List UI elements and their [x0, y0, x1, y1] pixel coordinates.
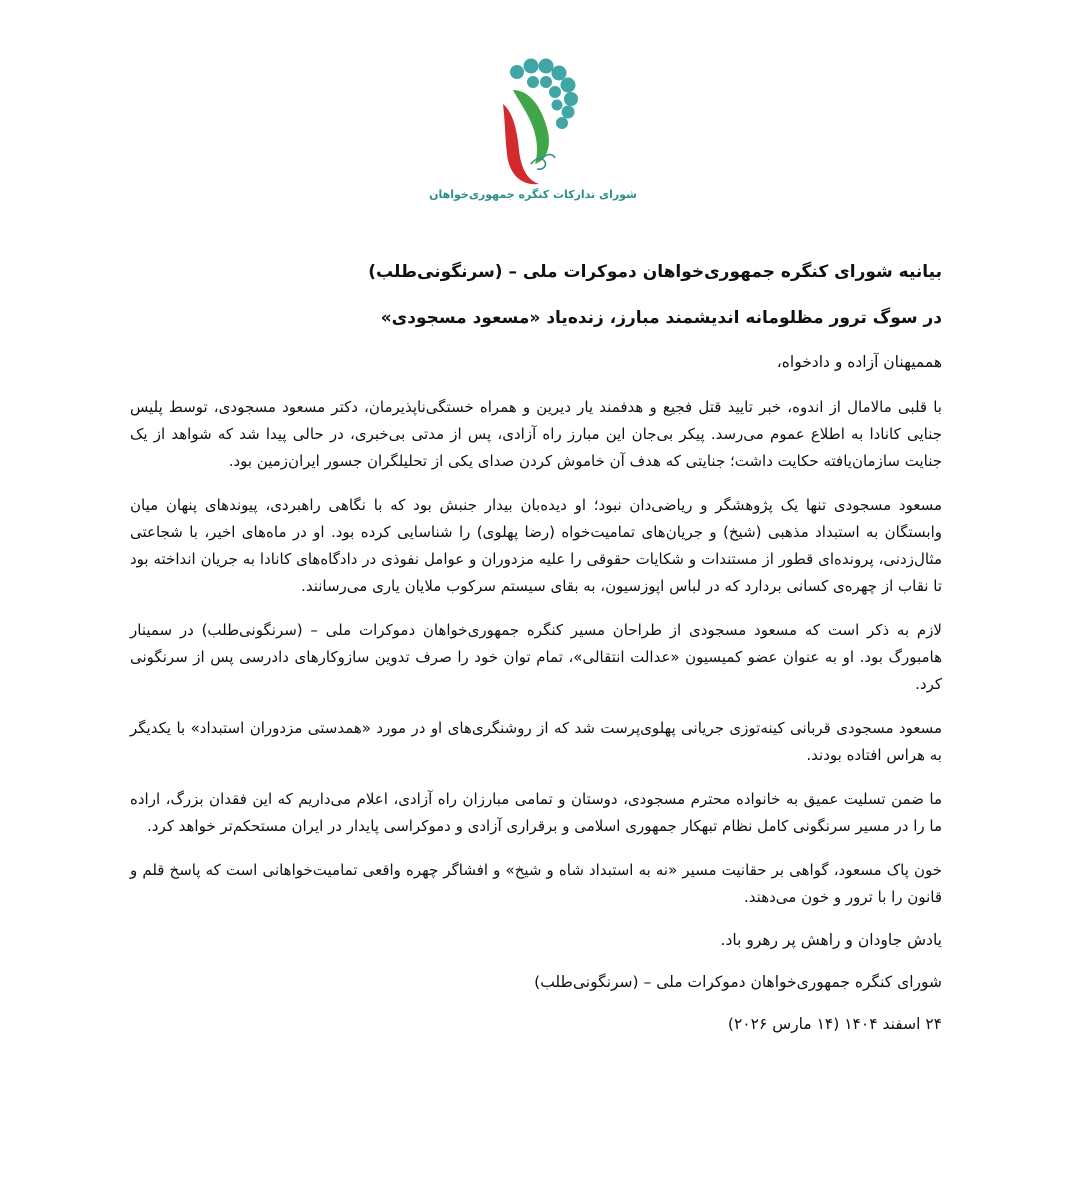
- paragraph-4: مسعود مسجودی قربانی کینه‌توزی جریانی پهلوی‌پرست شد که از روشنگری‌های او در مورد «همدستی مزدوران استبداد» با یکدیگر به هراس افتاده بودند.: [130, 719, 942, 764]
- paragraph-6: خون پاک مسعود، گواهی بر حقانیت مسیر «نه به استبداد شاه و شیخ» و افشاگر چهره واقعی تمامیت‌خواهانی است که پاسخ قلم و قانون را با ترور و خون می‌دهند.: [130, 861, 942, 906]
- signature: شورای کنگره جمهوری‌خواهان دموکرات ملی – (سرنگونی‌طلب): [534, 973, 942, 991]
- paragraph-2: مسعود مسجودی تنها یک پژوهشگر و ریاضی‌دان نبود؛ او دیده‌بان بیدار جنبش بود که با نگاهی راهبردی، پیوندهای پنهان میان وابستگان به استبداد مذهبی (شیخ) و جریان‌های تمامیت‌خواه (رضا پهلوی) را شناسایی کرده بود. او در ماه‌های اخیر، با شجاعتی مثال‌زدنی، پرونده‌ای قطور از مستندات و شکایات حقوقی را علیه مزدوران و عوامل نفوذی در دادگاه‌های کانادا به جریان انداخته بود تا نقاب از چهره‌ی کسانی بردارد که در لباس اپوزسیون، به بقای سیستم سرکوب ملایان یاری می‌رسانند.: [130, 496, 942, 595]
- paragraph-3: لازم به ذکر است که مسعود مسجودی از طراحان مسیر کنگره جمهوری‌خواهان دموکرات ملی – (سرنگونی‌طلب) در سمینار هامبورگ بود. او به عنوان عضو کمیسیون «عدالت انتقالی»، تمام توان خود را صرف تدوین سازوکارهای دادرسی پس از سرنگونی کرد.: [130, 621, 942, 693]
- salutation: هممیهنان آزاده و دادخواه،: [776, 353, 942, 371]
- flower-ribbon-emblem-icon: [473, 52, 593, 192]
- statement-date: ۲۴ اسفند ۱۴۰۴ (۱۴ مارس ۲۰۲۶): [727, 1015, 942, 1033]
- logo-caption: شورای تدارکات کنگره جمهوری‌خواهان: [429, 188, 637, 201]
- closing-line: یادش جاودان و راهش پر رهرو باد.: [720, 931, 942, 949]
- logo: [0, 52, 1066, 201]
- statement-body: [130, 246, 942, 1036]
- paragraph-5: ما ضمن تسلیت عمیق به خانواده محترم مسجودی، دوستان و تمامی مبارزان راه آزادی، اعلام می‌داریم که این فقدان بزرگ، اراده ما را در مسیر سرنگونی کامل نظام تبهکار جمهوری اسلامی و برقراری آزادی و دموکراسی پایدار در ایران مستحکم‌تر خواهد کرد.: [130, 790, 942, 835]
- statement-subtitle: در سوگ ترور مظلومانه اندیشمند مبارز، زنده‌یاد «مسعود مسجودی»: [380, 308, 942, 328]
- statement-title: بیانیه شورای کنگره جمهوری‌خواهان دموکرات ملی – (سرنگونی‌طلب): [368, 262, 942, 282]
- paragraph-1: با قلبی مالامال از اندوه، خبر تایید قتل فجیع و هدفمند یار دیرین و همراه خستگی‌ناپذیرمان، دکتر مسعود مسجودی، توسط پلیس جنایی کانادا به اطلاع عموم می‌رسد. پیکر بی‌جان این مبارز راه آزادی، پس از مدتی بی‌خبری، در حالی پیدا شد که شواهد از یک جنایت سازمان‌یافته حکایت داشت؛ جنایتی که هدف آن خاموش کردن صدای یکی از تحلیلگران جسور ایران‌زمین بود.: [130, 398, 942, 470]
